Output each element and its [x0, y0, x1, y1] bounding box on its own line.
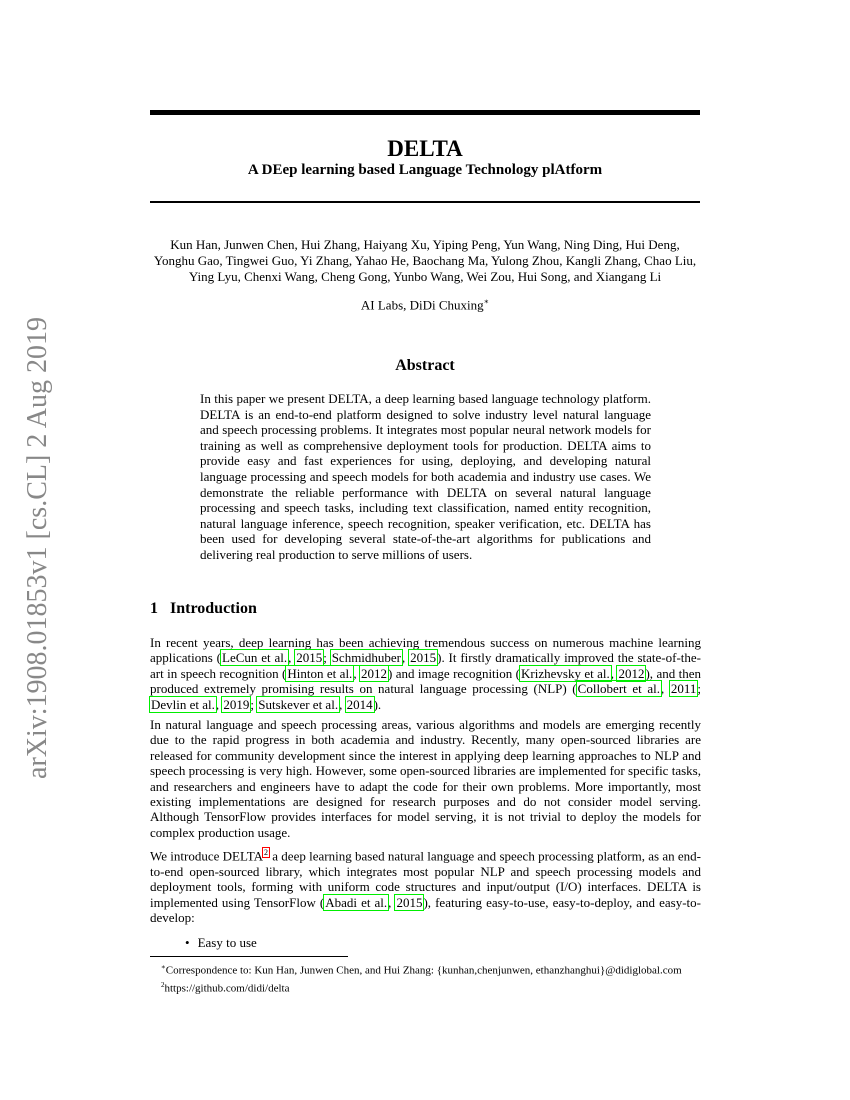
citation-link[interactable]: 2014: [346, 696, 373, 712]
affiliation: [150, 297, 700, 313]
citation-link[interactable]: 2015: [296, 650, 323, 666]
author-list: Kun Han, Junwen Chen, Hui Zhang, Haiyang Xu, Yiping Peng, Yun Wang, Ning Ding, Hui Deng, Yonghu Gao, Tingwei Guo, Yi Zhang, Yahao He, Baochang Ma, Yulong Zhou, Kangli Zhang, Chao Liu, Ying Lyu, Chenxi Wang, Cheng Gong, Yunbo Wang, Wei Zou, Hui Song, and Xiangang Li: [153, 237, 697, 284]
footnote-url[interactable]: https://github.com/didi/delta: [164, 982, 290, 995]
footnote-link[interactable]: 2: [264, 848, 268, 858]
text-run: ;: [250, 696, 258, 712]
citation-link[interactable]: 2015: [410, 650, 437, 666]
footnote-rule: [150, 956, 348, 957]
citation-link[interactable]: 2012: [618, 665, 645, 681]
citation-link[interactable]: Abadi et al.: [325, 894, 388, 910]
citation-link[interactable]: Devlin et al.: [151, 696, 215, 712]
text-run: ) and image recognition (: [387, 665, 521, 681]
citation-link[interactable]: Krizhevsky et al.: [521, 665, 610, 681]
text-run: ). It firstly dramatically improved the state-of-the-art in speech recognition (: [150, 650, 701, 681]
citation-link[interactable]: 2011: [670, 681, 697, 697]
abstract-text: In this paper we present DELTA, a deep learning based language technology platform. DELTA is an end-to-end platform designed to solve industry level natural language and speech processing problems. It integrates most popular neural network models for training as well as comprehensive deployment tools for production. DELTA aims to provide easy and fast experiences for using, deploying, and developing natural language processing and speech models for both academia and industry use cases. We demonstrate the reliable performance with DELTA on several natural language processing and speech tasks, including text classification, named entity recognition, natural language inference, speech recognition, speaker verification, etc. DELTA has been used for developing several state-of-the-art algorithms for publications and delivering real production to serve millions of users.: [200, 391, 651, 562]
text-run: ).: [373, 696, 382, 712]
citation-link[interactable]: Collobert et al.: [577, 681, 660, 697]
bullet-icon: •: [185, 935, 190, 950]
section-title: Introduction: [170, 600, 257, 617]
feature-list: [185, 935, 257, 951]
title-bottom-rule: [150, 201, 700, 203]
text-run: In recent years, deep learning has been achieving tremendous success on numerous machine learning applications (: [150, 635, 701, 666]
intro-paragraph-3: We introduce DELTA$^2$ a deep learning based natural language and speech processing platform, as an end-to-end open-sourced library, which integrates most popular NLP and speech processing models and deployment tools, forming with uniform code structures and input/output (I/O) interfaces. DELTA is implemented using TensorFlow (Abadi et al., 2015), featuring easy-to-use, easy-to-deploy, and easy-to-develop:: [150, 848, 701, 926]
affiliation-footnote-mark[interactable]: ∗: [483, 297, 490, 306]
paper-subtitle: A DEep learning based Language Technology plAtform: [247, 162, 603, 178]
list-item-text: Easy to use: [197, 935, 257, 950]
introduction-body: [150, 635, 701, 931]
section-number: 1: [150, 600, 158, 617]
footnote-mark: ∗: [161, 963, 166, 971]
paper-title: DELTA: [387, 136, 463, 161]
citation-link[interactable]: Sutskever et al.: [258, 696, 339, 712]
text-run: a deep learning based natural language and speech processing platform, as an end-to-end open-sourced library, which integrates most popular NLP and speech processing models and deployment tools, forming with uniform code structures and input/output (I/O) interfaces. DELTA is implemented using TensorFlow (: [150, 848, 701, 910]
footnote-1: [150, 960, 701, 978]
text-run: We introduce DELTA: [150, 848, 263, 864]
list-item: [185, 935, 257, 951]
arxiv-identifier: [2, 317, 74, 779]
citation-link[interactable]: LeCun et al.: [222, 650, 288, 666]
intro-paragraph-1: In recent years, deep learning has been achieving tremendous success on numerous machine learning applications (LeCun et al., 2015; Schmidhuber, 2015). It firstly dramatically improved the state-of-the-art in speech recognition (Hinton et al., 2012) and image recognition (Krizhevsky et al., 2012), and then produced extremely promising results on natural language processing (NLP) (Collobert et al., 2011; Devlin et al., 2019; Sutskever et al., 2014).: [150, 635, 702, 712]
citation-link[interactable]: 2012: [360, 665, 387, 681]
footnote-mark: 2: [161, 980, 165, 989]
citation-link[interactable]: 2019: [223, 696, 250, 712]
title-top-rule: [150, 110, 700, 115]
footnotes: [150, 960, 701, 995]
intro-paragraph-2: In natural language and speech processing areas, various algorithms and models are emerging recently due to the rapid progress in both academia and industry. Recently, many open-sourced libraries are released for community development since the interest in applying deep learning approaches to NLP and speech processing is very high. However, some open-sourced libraries are implemented for specific tasks, and researchers and engineers have to adapt the code for their own problems. More importantly, most existing implementations are designed for research purposes and do not consider model serving. Although TensorFlow provides interfaces for model serving, it is not trivial to deploy the models for complex production usage.: [150, 717, 701, 840]
text-run: ), featuring easy-to-use, easy-to-deploy, and easy-to-develop:: [150, 894, 701, 926]
footnote-text: Correspondence to: Kun Han, Junwen Chen, and Hui Zhang: {kunhan,chenjunwen, ethanzhanghui}@didiglobal.com: [165, 964, 682, 977]
citation-link[interactable]: Hinton et al.: [287, 665, 353, 681]
arxiv-identifier-text: arXiv:1908.01853v1 [cs.CL] 2 Aug 2019: [22, 317, 53, 779]
text-run: ;: [697, 681, 702, 697]
abstract-heading: Abstract: [395, 357, 455, 374]
text-run: ;: [323, 650, 331, 666]
citation-link[interactable]: Schmidhuber: [331, 650, 402, 666]
text-run: ), and then produced extremely promising results on natural language processing (NLP) (: [150, 665, 702, 697]
affiliation-text: AI Labs, DiDi Chuxing: [360, 297, 484, 313]
section-heading-introduction: [150, 600, 257, 618]
citation-link[interactable]: 2015: [396, 894, 423, 910]
footnote-2: [150, 978, 701, 996]
